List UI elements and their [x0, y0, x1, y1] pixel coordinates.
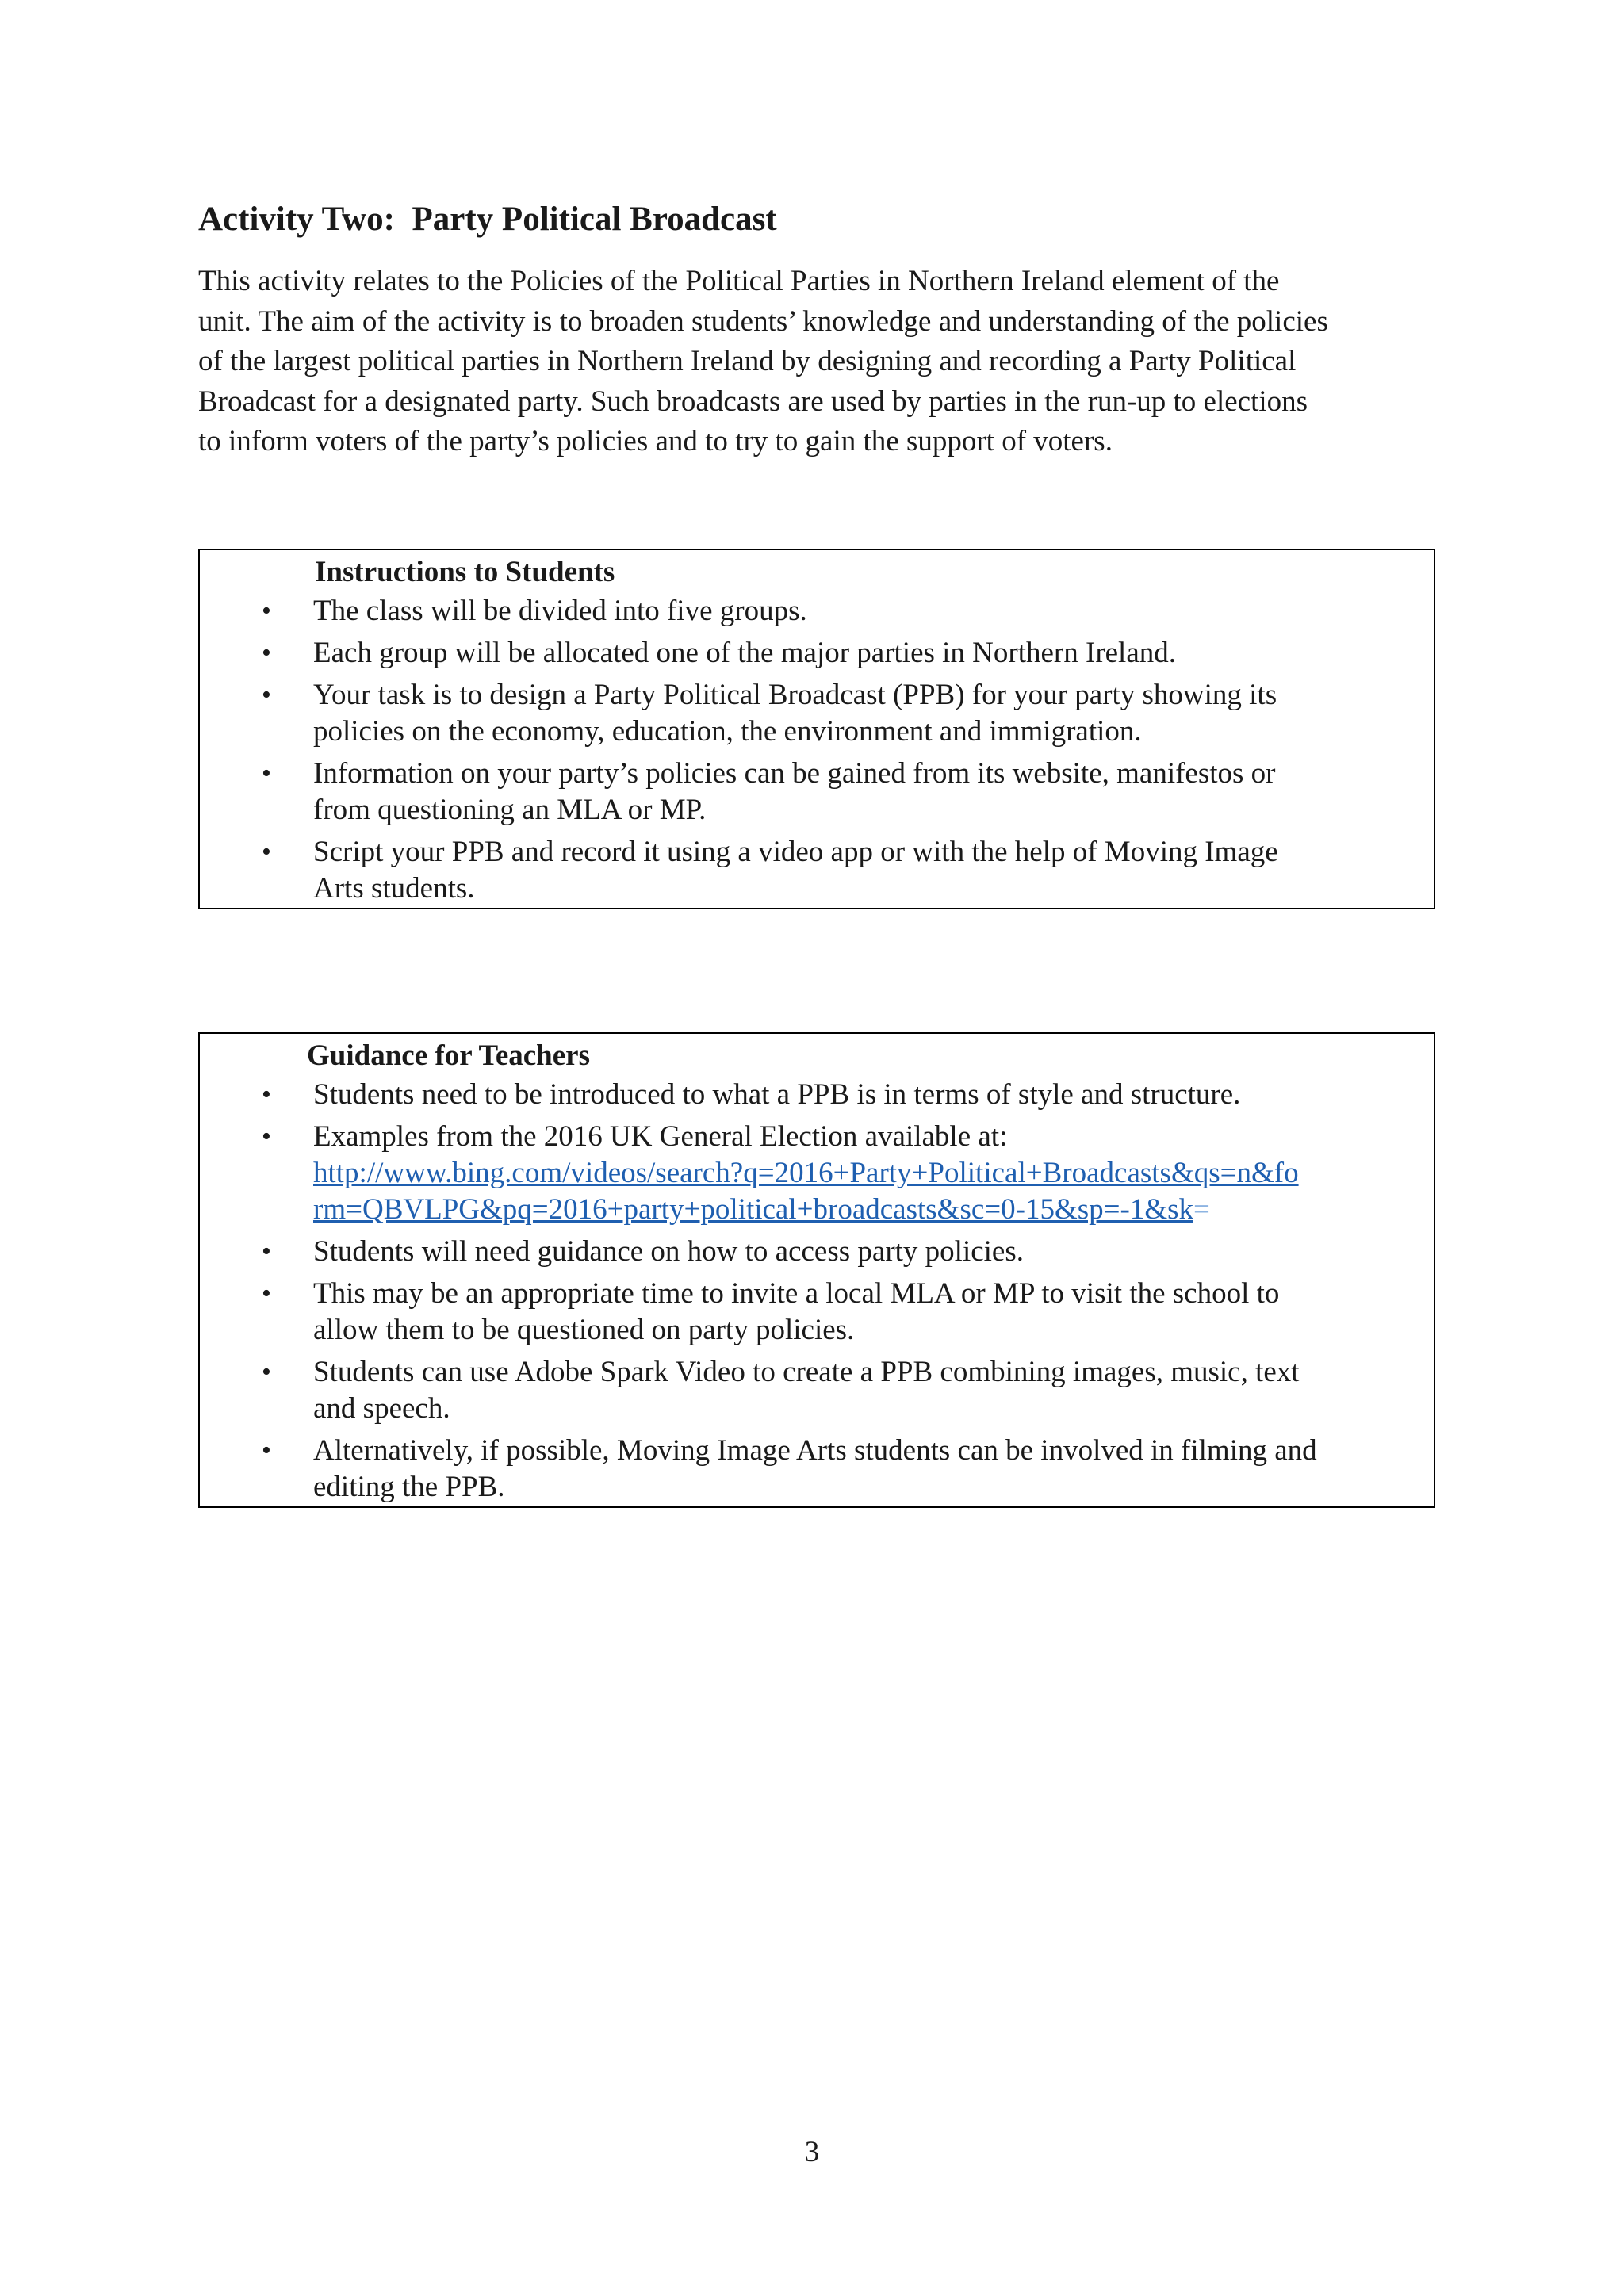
list-item-line: editing the PPB. — [313, 1471, 505, 1503]
list-item — [200, 677, 1434, 750]
instructions-list — [200, 593, 1434, 913]
list-item — [200, 756, 1434, 828]
examples-link[interactable]: rm=QBVLPG&pq=2016+party+political+broadcasts&sc=0-15&sp=-1&sk — [313, 1193, 1193, 1226]
page-number: 3 — [804, 2136, 820, 2168]
examples-link[interactable]: http://www.bing.com/videos/search?q=2016+Party+Political+Broadcasts&qs=n&fo — [313, 1157, 1299, 1189]
bullet-icon: • — [262, 1122, 271, 1151]
instructions-to-students-box — [198, 549, 1435, 909]
list-item-line: Alternatively, if possible, Moving Image Arts students can be involved in filming and — [313, 1434, 1317, 1467]
list-item — [200, 635, 1434, 672]
list-item-line: Students can use Adobe Spark Video to create a PPB combining images, music, text — [313, 1356, 1300, 1388]
list-item-line: Script your PPB and record it using a video app or with the help of Moving Image — [313, 836, 1278, 868]
bullet-icon: • — [262, 1357, 271, 1387]
bullet-icon: • — [262, 596, 271, 626]
list-item-line: allow them to be questioned on party policies. — [313, 1314, 855, 1346]
bullet-icon: • — [262, 638, 271, 668]
list-item-line: from questioning an MLA or MP. — [313, 794, 707, 826]
list-item — [200, 1077, 1434, 1113]
intro-line: to inform voters of the party’s policies and to try to gain the support of voters. — [198, 425, 1113, 457]
list-item — [200, 834, 1434, 907]
page-title: Activity Two: Party Political Broadcast — [198, 201, 777, 238]
bullet-icon: • — [262, 1436, 271, 1465]
examples-link-line[interactable] — [313, 1192, 1418, 1228]
guidance-for-teachers-box — [198, 1032, 1435, 1508]
list-item — [200, 593, 1434, 629]
bullet-icon: • — [262, 759, 271, 788]
instructions-to-students-heading: Instructions to Students — [315, 556, 615, 588]
list-item-line: policies on the economy, education, the environment and immigration. — [313, 715, 1142, 748]
list-item — [200, 1354, 1434, 1427]
intro-line: Broadcast for a designated party. Such broadcasts are used by parties in the run-up to elections — [198, 385, 1308, 418]
list-item-line: Students need to be introduced to what a PPB is in terms of style and structure. — [313, 1078, 1241, 1111]
intro-paragraph — [198, 262, 1443, 462]
list-item — [200, 1119, 1434, 1228]
bullet-icon: • — [262, 1080, 271, 1109]
bullet-icon: • — [262, 680, 271, 710]
guidance-list — [200, 1077, 1434, 1511]
list-item-line: and speech. — [313, 1392, 450, 1425]
intro-line: unit. The aim of the activity is to broaden students’ knowledge and understanding of the policies — [198, 304, 1328, 338]
list-item — [200, 1433, 1434, 1506]
intro-line: of the largest political parties in Northern Ireland by designing and recording a Party Political — [198, 345, 1297, 377]
intro-line: This activity relates to the Policies of the Political Parties in Northern Ireland element of the — [198, 265, 1280, 297]
bullet-icon: • — [262, 1279, 271, 1308]
list-item-line: Your task is to design a Party Political Broadcast (PPB) for your party showing its — [313, 679, 1277, 711]
list-item-line: Information on your party’s policies can be gained from its website, manifestos or — [313, 757, 1276, 790]
guidance-for-teachers-heading: Guidance for Teachers — [307, 1039, 590, 1072]
list-item-line: This may be an appropriate time to invite a local MLA or MP to visit the school to — [313, 1277, 1280, 1310]
list-item — [200, 1234, 1434, 1270]
bullet-icon: • — [262, 837, 271, 867]
list-item — [200, 1276, 1434, 1349]
list-item-line: Examples from the 2016 UK General Election available at: — [313, 1120, 1008, 1153]
link-tail: = — [1193, 1193, 1210, 1226]
bullet-icon: • — [262, 1237, 271, 1266]
list-item-line: Each group will be allocated one of the major parties in Northern Ireland. — [313, 637, 1177, 669]
list-item-line: The class will be divided into five groups. — [313, 595, 807, 627]
examples-link-line[interactable] — [313, 1155, 1418, 1192]
list-item-line: Arts students. — [313, 872, 475, 905]
list-item-line: Students will need guidance on how to access party policies. — [313, 1235, 1025, 1268]
